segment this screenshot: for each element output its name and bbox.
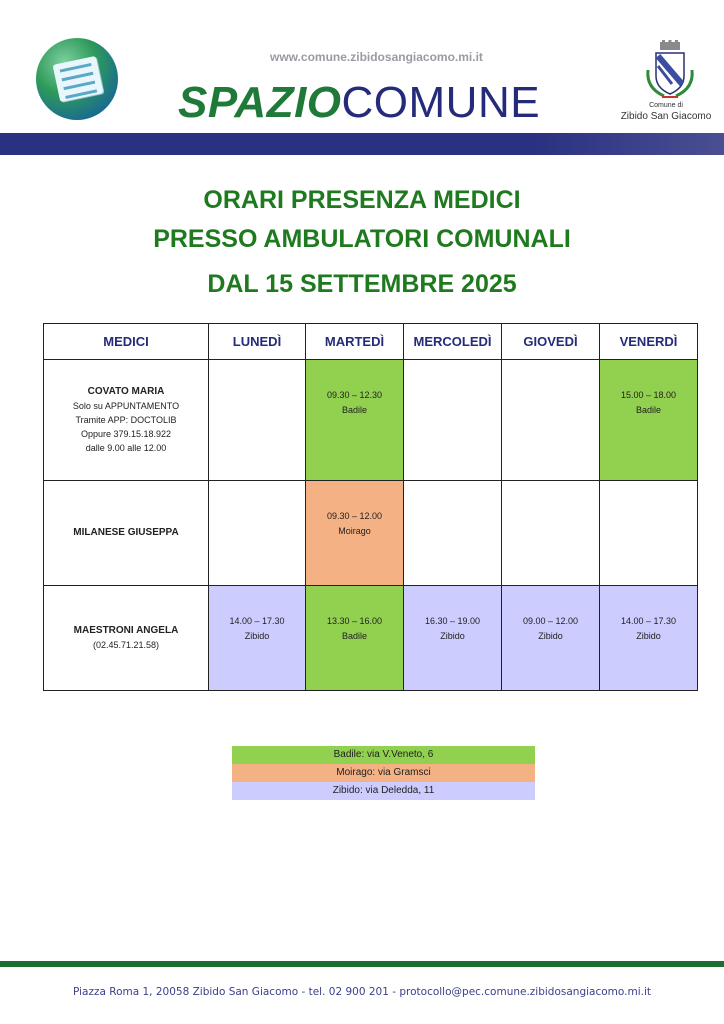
doctor-cell [44,481,209,586]
slot-time: 14.00 – 17.30 [229,616,285,626]
table-header-row [44,324,698,360]
header-medici: MEDICI [44,324,209,360]
table-row [44,586,698,691]
slot-time: 13.30 – 16.00 [326,616,383,626]
crest-caption-town: Zibido San Giacomo [620,111,712,122]
slot-cell [209,586,306,691]
doctor-phone: (02.45.71.21.58) [92,640,160,650]
title-line-1: ORARI PRESENZA MEDICI [203,186,521,214]
slot-place: Badile [635,405,662,415]
doctor-note: Solo su APPUNTAMENTO [72,401,180,411]
doctor-name: MAESTRONI ANGELA [73,625,179,636]
municipal-crest-icon [640,40,700,102]
table-row [44,360,698,481]
header-band [0,133,724,155]
slot-time: 14.00 – 17.30 [620,616,677,626]
slot-place: Zibido [440,631,465,641]
doctor-cell [44,360,209,481]
footer-address: Piazza Roma 1, 20058 Zibido San Giacomo - tel. 02 900 201 - protocollo@pec.comune.zibidosangiacomo.mi.it [73,986,651,998]
slot-cell [600,586,698,691]
header-mercoledi: MERCOLEDÌ [404,324,502,360]
slot-cell [209,481,306,586]
site-url[interactable]: www.comune.zibidosangiacomo.mi.it [270,50,483,64]
slot-place: Zibido [538,631,563,641]
spaziocomune-logo [36,38,118,120]
footer-band [0,961,724,967]
legend-item-moirago: Moirago: via Gramsci [232,764,535,782]
slot-cell [404,586,502,691]
doctor-name: COVATO MARIA [87,386,165,397]
slot-place: Zibido [636,631,661,641]
doctor-note: Tramite APP: DOCTOLIB [75,415,177,425]
page-header [0,0,724,160]
slot-time: 09.00 – 12.00 [522,616,579,626]
slot-place: Moirago [338,526,371,536]
header-venerdi: VENERDÌ [600,324,698,360]
slot-cell [502,360,600,481]
slot-place: Badile [341,405,368,415]
slot-cell [306,481,404,586]
table-row [44,481,698,586]
slot-time: 09.30 – 12.00 [326,511,383,521]
slot-time: 09.30 – 12.30 [326,390,383,400]
slot-cell [502,481,600,586]
brand-part1: SPAZIO [178,78,342,127]
slot-cell [404,360,502,481]
slot-cell [502,586,600,691]
slot-time: 16.30 – 19.00 [424,616,481,626]
slot-cell [306,360,404,481]
header-lunedi: LUNEDÌ [209,324,306,360]
schedule-table [43,323,698,691]
header-martedi: MARTEDÌ [306,324,404,360]
slot-place: Badile [341,631,368,641]
slot-cell [404,481,502,586]
title-line-3: DAL 15 SETTEMBRE 2025 [207,270,517,298]
doctor-note: Oppure 379.15.18.922 [80,429,172,439]
doctor-note: dalle 9.00 alle 12.00 [85,443,167,453]
doctor-name: MILANESE GIUSEPPA [73,527,179,538]
crest-caption-small: Comune di [649,102,683,109]
slot-cell [209,360,306,481]
slot-time: 15.00 – 18.00 [620,390,677,400]
brand-part2: COMUNE [341,78,541,127]
doctor-cell [44,586,209,691]
legend-item-zibido: Zibido: via Deledda, 11 [232,782,535,800]
crest-caption [612,100,720,122]
header-giovedi: GIOVEDÌ [502,324,600,360]
title-line-2: PRESSO AMBULATORI COMUNALI [153,225,571,253]
slot-cell [600,360,698,481]
slot-cell [600,481,698,586]
legend-item-badile: Badile: via V.Veneto, 6 [232,746,535,764]
slot-cell [306,586,404,691]
document-icon [53,56,104,102]
masthead-title [178,78,540,128]
slot-place: Zibido [244,631,270,641]
location-legend [232,746,535,800]
